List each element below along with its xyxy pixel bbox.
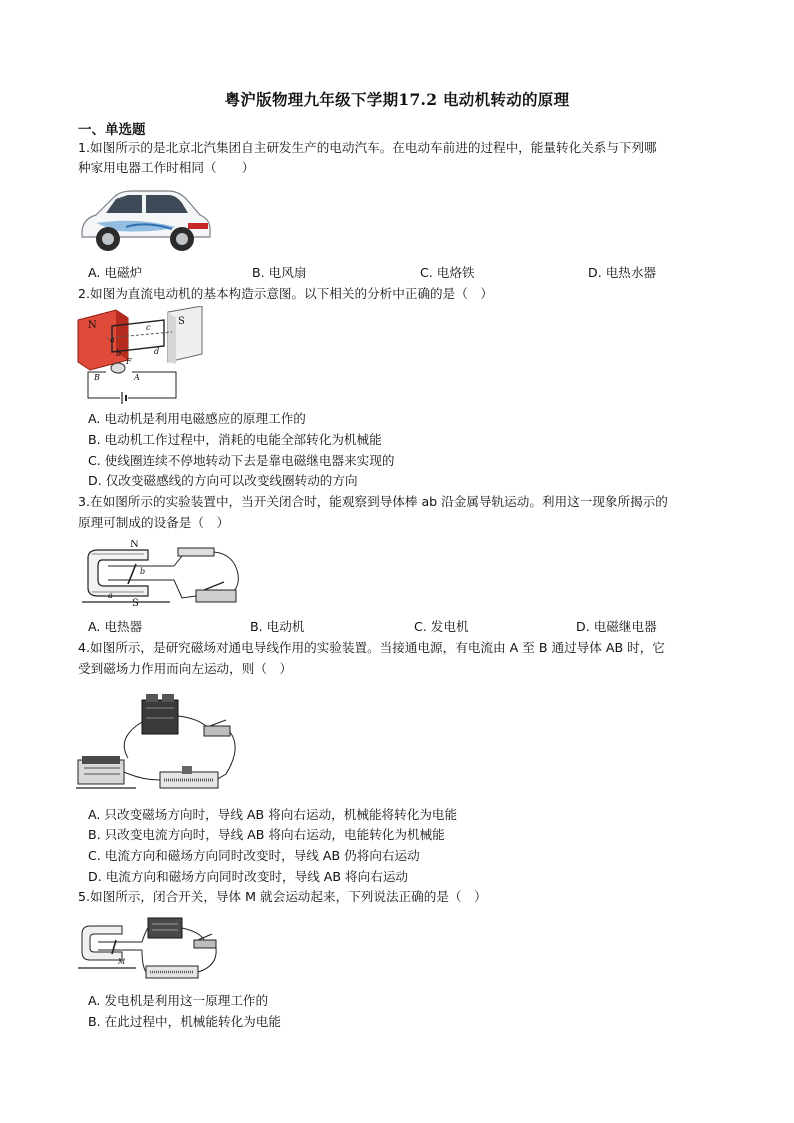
q3-option-a[interactable]: A. 电热器	[88, 619, 143, 634]
motor-label-a: a	[110, 335, 115, 344]
q5-experiment-figure	[76, 910, 222, 986]
electric-car-figure	[76, 183, 216, 259]
q3-stem-line2: 原理可制成的设备是（ ）	[78, 515, 230, 530]
q4-option-b[interactable]: B. 只改变电流方向时，导线 AB 将向右运动，电能转化为机械能	[88, 827, 445, 842]
q4-option-d[interactable]: D. 电流方向和磁场方向同时改变时，导线 AB 将向右运动	[88, 869, 409, 884]
rail-label-s: S	[132, 598, 139, 609]
q1-option-d[interactable]: D. 电热水器	[588, 265, 657, 280]
motor-label-brush-b: B	[94, 373, 100, 382]
q1-stem-line2: 种家用电器工作时相同（ ）	[78, 160, 255, 175]
motor-label-d: d	[154, 347, 160, 356]
q1-option-c[interactable]: C. 电烙铁	[420, 265, 475, 280]
motor-label-brush-a: A	[134, 373, 140, 382]
rail-label-b: b	[140, 567, 146, 576]
q4-stem-line2: 受到磁场力作用而向左运动，则（ ）	[78, 661, 293, 676]
q1-option-a[interactable]: A. 电磁炉	[88, 265, 143, 280]
q2-stem-line1: 2.如图为直流电动机的基本构造示意图。以下相关的分析中正确的是（ ）	[78, 286, 494, 301]
q2-option-d[interactable]: D. 仅改变磁感线的方向可以改变线圈转动的方向	[88, 473, 358, 488]
q2-option-b[interactable]: B. 电动机工作过程中，消耗的电能全部转化为机械能	[88, 432, 382, 447]
q3-option-c[interactable]: C. 发电机	[414, 619, 469, 634]
q2-option-a[interactable]: A. 电动机是利用电磁感应的原理工作的	[88, 411, 306, 426]
q4-stem-line1: 4.如图所示，是研究磁场对通电导线作用的实验装置。当接通电源，有电流由 A 至 B 通过导体 AB 时，它	[78, 640, 665, 655]
motor-label-s: S	[178, 316, 185, 327]
rail-experiment-figure	[78, 540, 250, 610]
q3-option-d[interactable]: D. 电磁继电器	[576, 619, 657, 634]
q5-label-m: M	[118, 958, 126, 966]
motor-label-c: c	[146, 323, 151, 332]
motor-label-f: F	[126, 357, 132, 366]
q4-option-a[interactable]: A. 只改变磁场方向时，导线 AB 将向右运动，机械能将转化为电能	[88, 807, 458, 822]
dc-motor-figure	[76, 306, 206, 406]
motor-label-n: N	[88, 320, 97, 331]
q5-option-a[interactable]: A. 发电机是利用这一原理工作的	[88, 993, 269, 1008]
q5-option-b[interactable]: B. 在此过程中，机械能转化为电能	[88, 1014, 281, 1029]
q1-option-b[interactable]: B. 电风扇	[252, 265, 307, 280]
q2-option-c[interactable]: C. 使线圈连续不停地转动下去是靠电磁继电器来实现的	[88, 453, 395, 468]
wire-force-experiment-figure	[76, 688, 244, 800]
motor-label-b: b	[116, 349, 122, 358]
q3-option-b[interactable]: B. 电动机	[250, 619, 305, 634]
q4-option-c[interactable]: C. 电流方向和磁场方向同时改变时，导线 AB 仍将向右运动	[88, 848, 420, 863]
q1-stem-line1: 1.如图所示的是北京北汽集团自主研发生产的电动汽车。在电动车前进的过程中，能量转化关系与下列哪	[78, 140, 657, 155]
rail-label-n: N	[130, 540, 139, 550]
q5-stem-line1: 5.如图所示，闭合开关，导体 M 就会运动起来，下列说法正确的是（ ）	[78, 889, 487, 904]
section-heading: 一、单选题	[78, 122, 146, 138]
rail-label-a: a	[108, 591, 113, 600]
page-title: 粤沪版物理九年级下学期17.2 电动机转动的原理	[224, 90, 570, 109]
q3-stem-line1: 3.在如图所示的实验装置中，当开关闭合时，能观察到导体棒 ab 沿金属导轨运动。利用这一现象所揭示的	[78, 494, 668, 509]
